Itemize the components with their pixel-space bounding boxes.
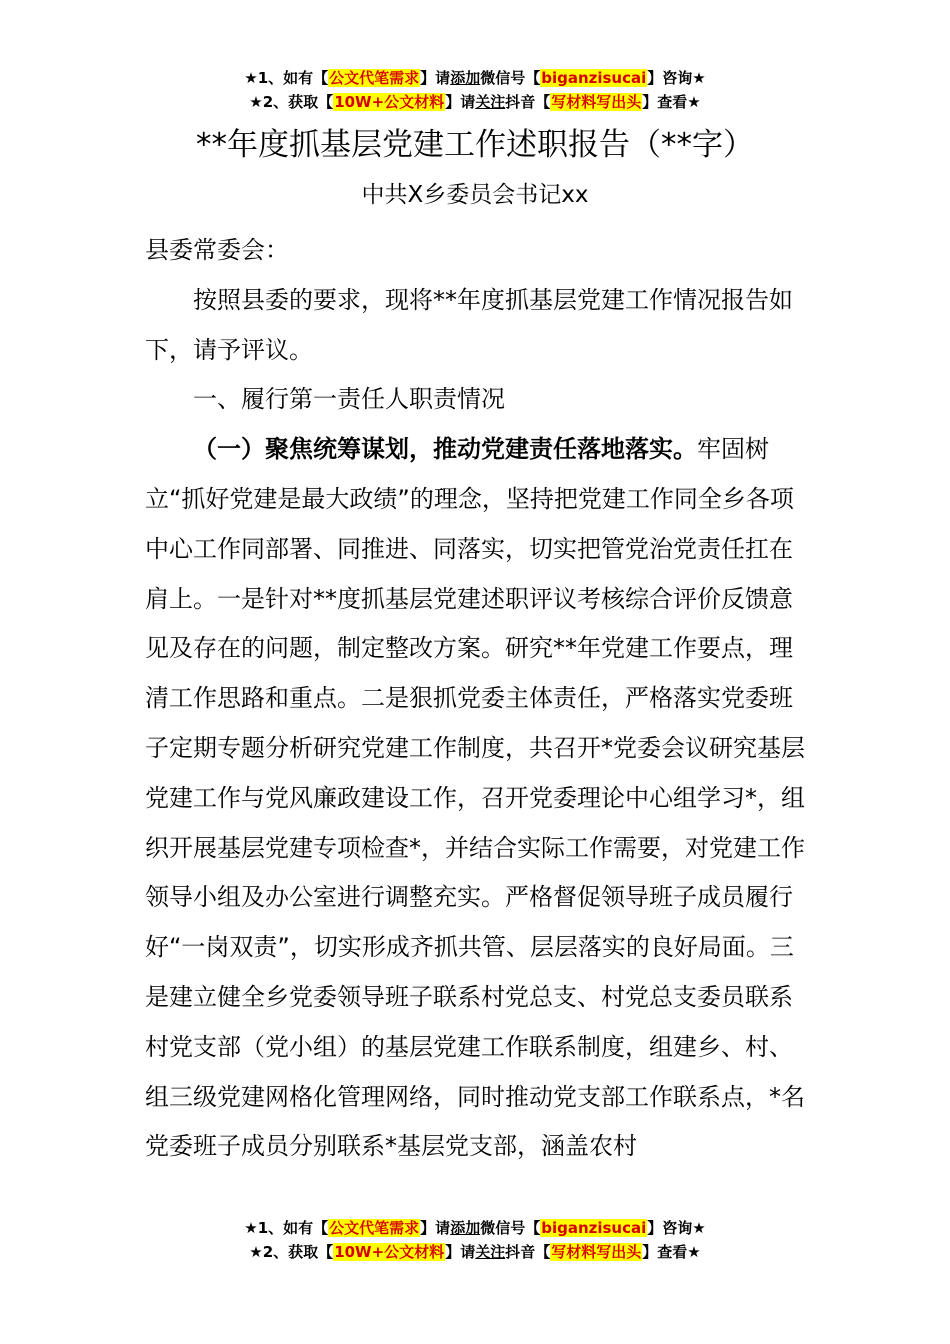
salutation: 县委常委会： (145, 236, 289, 264)
promo-highlight: biganzisucai (541, 1219, 647, 1237)
promo-highlight: 10W+公文材料 (334, 1243, 445, 1261)
promo-line-1: ★1、如有【公文代笔需求】请添加微信号【biganzisucai】咨询★ (244, 1219, 706, 1237)
promo-highlight: 10W+公文材料 (334, 93, 445, 111)
promo-highlight: 公文代笔需求 (329, 1219, 420, 1237)
promo-line-1: ★1、如有【公文代笔需求】请添加微信号【biganzisucai】咨询★ (244, 69, 706, 87)
promo-banner-bottom (0, 1216, 950, 1264)
promo-highlight: 公文代笔需求 (329, 69, 420, 87)
promo-banner-top (0, 66, 950, 114)
document-body (145, 226, 810, 1172)
promo-line-2: ★2、获取【10W+公文材料】请关注抖音【写材料写出头】查看★ (249, 93, 701, 111)
body-paragraph (145, 425, 810, 1172)
section-heading: 一、履行第一责任人职责情况 (193, 385, 505, 414)
document-title: **年度抓基层党建工作述职报告（**字） (196, 127, 754, 163)
document-subtitle: 中共X乡委员会书记xx (361, 182, 589, 208)
promo-highlight: biganzisucai (541, 69, 647, 87)
subsection-heading: （一）聚焦统筹谋划，推动党建责任落地落实。 (193, 435, 697, 464)
promo-line-2: ★2、获取【10W+公文材料】请关注抖音【写材料写出头】查看★ (249, 1243, 701, 1261)
subsection-text: 牢固树立“抓好党建是最大政绩”的理念，坚持把党建工作同全乡各项中心工作同部署、同推进、同落实，切实把管党治党责任扛在肩上。一是针对**度抓基层党建述职评议考核综合评价反馈意见及存在的问题，制定整改方案。研究**年党建工作要点，理清工作思路和重点。二是狠抓党委主体责任，严格落实党委班子定期专题分析研究党建工作制度，共召开*党委会议研究基层党建工作与党风廉政建设工作，召开党委理论中心组学习*，组织开展基层党建专项检查*，并结合实际工作需要，对党建工作领导小组及办公室进行调整充实。严格督促领导班子成员履行好“一岗双责”，切实形成齐抓共管、层层落实的良好局面。三是建立健全乡党委领导班子联系村党总支、村党总支委员联系村党支部（党小组）的基层党建工作联系制度，组建乡、村、组三级党建网格化管理网络，同时推动党支部工作联系点，*名党委班子成员分别联系*基层党支部，涵盖农村 (145, 435, 805, 1161)
promo-highlight: 写材料写出头 (551, 93, 642, 111)
intro-paragraph: 按照县委的要求，现将**年度抓基层党建工作情况报告如下，请予评议。 (145, 285, 793, 364)
promo-highlight: 写材料写出头 (551, 1243, 642, 1261)
